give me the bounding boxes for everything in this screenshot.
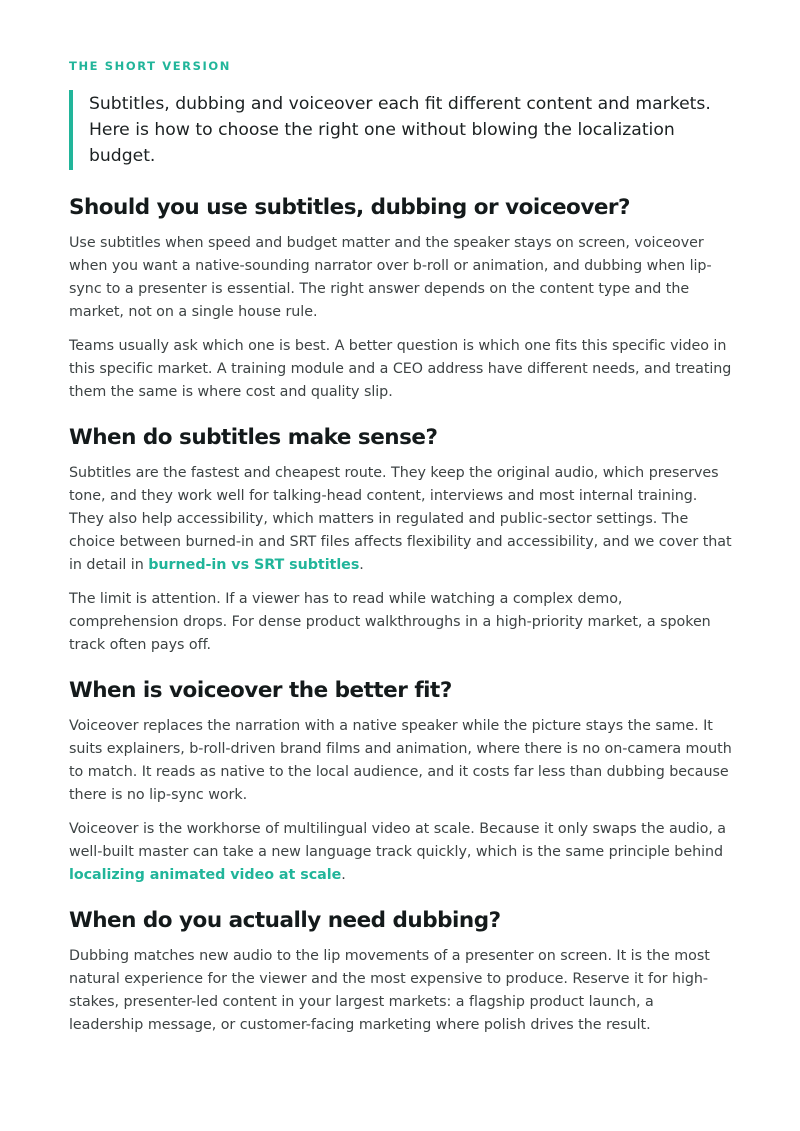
paragraph: Teams usually ask which one is best. A better question is which one fits this specific video in this specific market. A training module and a CEO address have different needs, and treating them the same is where cost and quality slip. <box>69 338 732 400</box>
eyebrow-label: THE SHORT VERSION <box>69 59 231 73</box>
section-dubbing <box>69 907 732 1037</box>
paragraph <box>69 818 732 887</box>
section-heading: When is voiceover the better fit? <box>69 678 452 703</box>
section-heading: When do subtitles make sense? <box>69 425 438 450</box>
paragraph: Dubbing matches new audio to the lip movements of a presenter on screen. It is the most natural experience for the viewer and the most expensive to produce. Reserve it for high-stakes, presenter-led content in your largest markets: a flagship product launch, a leadership message, or customer-facing marketing where polish drives the result. <box>69 948 710 1033</box>
paragraph: Use subtitles when speed and budget matter and the speaker stays on screen, voiceover when you want a native-sounding narrator over b-roll or animation, and dubbing when lip-sync to a presenter is essential. The right answer depends on the content type and the market, not on a single house rule. <box>69 235 712 320</box>
section-subtitles <box>69 424 732 657</box>
localizing-animated-video-link[interactable]: localizing animated video at scale <box>69 867 342 883</box>
burned-in-vs-srt-link[interactable]: burned-in vs SRT subtitles <box>148 557 360 573</box>
paragraph: The limit is attention. If a viewer has to read while watching a complex demo, comprehension drops. For dense product walkthroughs in a high-priority market, a spoken track often pays off. <box>69 591 711 653</box>
paragraph: Voiceover replaces the narration with a native speaker while the picture stays the same. It suits explainers, b-roll-driven brand films and animation, where there is no on-camera mouth to match. It reads as native to the local audience, and it costs far less than dubbing because there is no lip-sync work. <box>69 718 732 803</box>
section-heading: When do you actually need dubbing? <box>69 908 501 933</box>
section-voiceover <box>69 677 732 887</box>
section-choose <box>69 194 732 404</box>
paragraph-text: Subtitles are the fastest and cheapest route. They keep the original audio, which preserves tone, and they work well for talking-head content, interviews and most internal training. They also help accessibility, which matters in regulated and public-sector settings. The choice between burned-in and SRT files affects flexibility and accessibility, and we cover that in detail in <box>69 465 732 573</box>
paragraph-text: . <box>341 867 346 883</box>
paragraph <box>69 462 732 577</box>
paragraph-text: Voiceover is the workhorse of multilingual video at scale. Because it only swaps the audio, a well-built master can take a new language track quickly, which is the same principle behind <box>69 821 727 860</box>
section-heading: Should you use subtitles, dubbing or voiceover? <box>69 195 630 220</box>
summary-callout: Subtitles, dubbing and voiceover each fit different content and markets. Here is how to choose the right one without blowing the localization budget. <box>69 90 732 170</box>
paragraph-text: . <box>359 557 364 573</box>
